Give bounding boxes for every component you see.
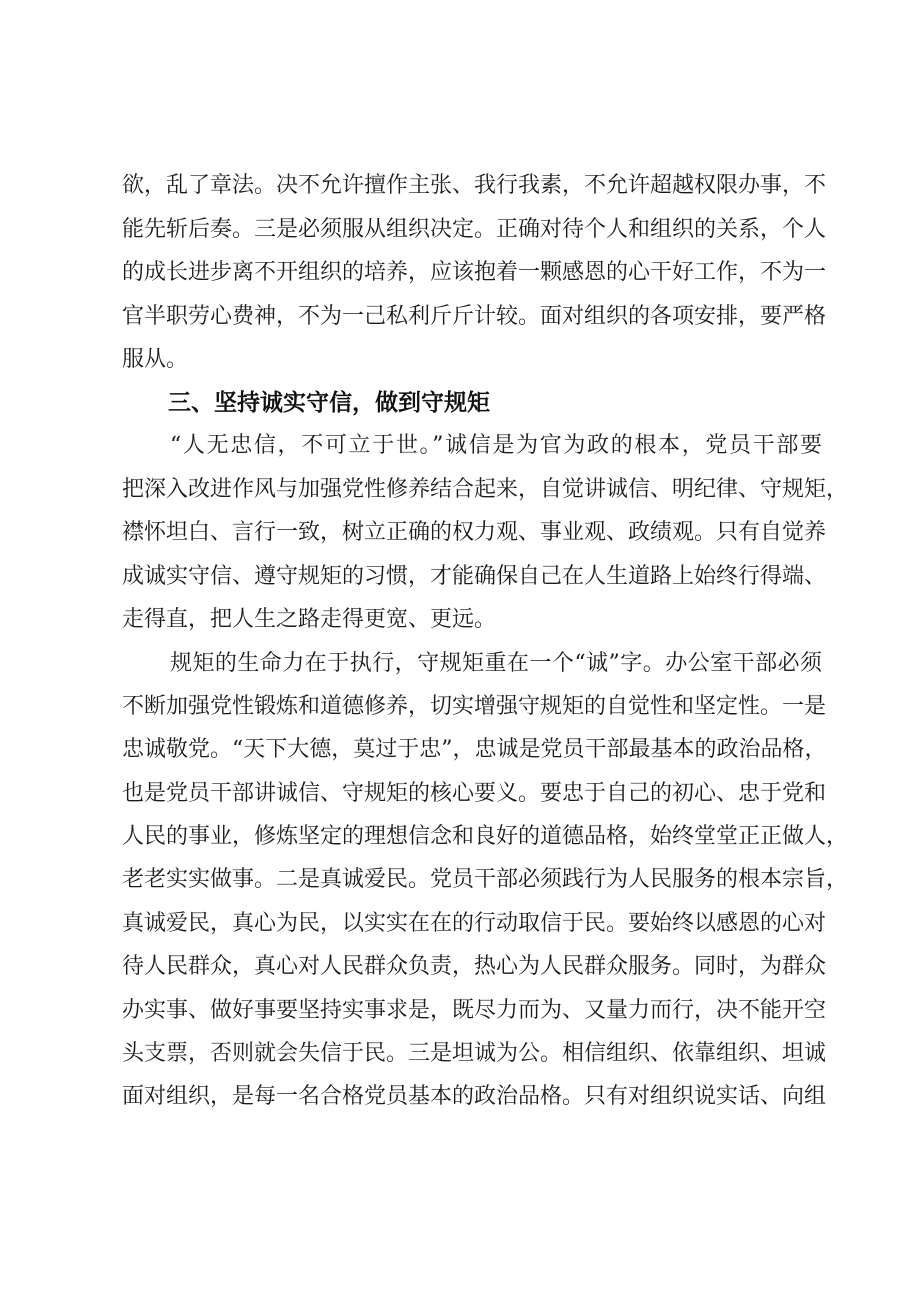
- paragraph-3-line: 也是党员干部讲诚信、守规矩的核心要义。要忠于自己的初心、忠于党和: [122, 781, 827, 806]
- paragraph-3-line: 老老实实做事。二是真诚爱民。党员干部必须践行为人民服务的根本宗旨，: [122, 867, 849, 892]
- paragraph-3-line: 忠诚敬党。“天下大德，莫过于忠”，忠诚是党员干部最基本的政治品格，: [122, 737, 827, 762]
- paragraph-3-line: 待人民群众，真心对人民群众负责，热心为人民群众服务。同时，为群众: [122, 954, 827, 979]
- paragraph-3-line: 办实事、做好事要坚持实事求是，既尽力而为、又量力而行，决不能开空: [122, 998, 827, 1023]
- paragraph-3-line: 规矩的生命力在于执行，守规矩重在一个“诚”字。办公室干部必须: [170, 651, 822, 676]
- paragraph-3-line: 真诚爱民，真心为民，以实实在在的行动取信于民。要始终以感恩的心对: [122, 911, 827, 936]
- paragraph-3-line: 头支票，否则就会失信于民。三是坦诚为公。相信组织、依靠组织、坦诚: [122, 1041, 827, 1066]
- paragraph-3-line: 人民的事业，修炼坚定的理想信念和良好的道德品格，始终堂堂正正做人，: [122, 824, 849, 849]
- section-heading: 三、坚持诚实守信，做到守规矩: [168, 390, 490, 416]
- paragraph-3-line: 面对组织，是每一名合格党员基本的政治品格。只有对组织说实话、向组: [122, 1084, 827, 1109]
- paragraph-2-line: “人无忠信，不可立于世。”诚信是为官为政的根本，党员干部要: [170, 433, 822, 458]
- paragraph-2-line: 把深入改进作风与加强党性修养结合起来，自觉讲诚信、明纪律、守规矩，: [122, 477, 849, 502]
- paragraph-2-line: 走得直，把人生之路走得更宽、更远。: [122, 607, 497, 632]
- paragraph-1-line: 服从。: [122, 347, 189, 372]
- paragraph-1-line: 能先斩后奏。三是必须服从组织决定。正确对待个人和组织的关系，个人: [122, 217, 827, 242]
- paragraph-2-line: 成诚实守信、遵守规矩的习惯，才能确保自己在人生道路上始终行得端、: [122, 564, 827, 589]
- paragraph-1-line: 官半职劳心费神，不为一己私利斤斤计较。面对组织的各项安排，要严格: [122, 304, 827, 329]
- paragraph-3-line: 不断加强党性锻炼和道德修养，切实增强守规矩的自觉性和坚定性。一是: [122, 694, 827, 719]
- paragraph-2-line: 襟怀坦白、言行一致，树立正确的权力观、事业观、政绩观。只有自觉养: [122, 520, 827, 545]
- paragraph-1-line: 的成长进步离不开组织的培养，应该抱着一颗感恩的心干好工作，不为一: [122, 260, 827, 285]
- paragraph-1-line: 欲，乱了章法。决不允许擅作主张、我行我素，不允许超越权限办事，不: [122, 173, 827, 198]
